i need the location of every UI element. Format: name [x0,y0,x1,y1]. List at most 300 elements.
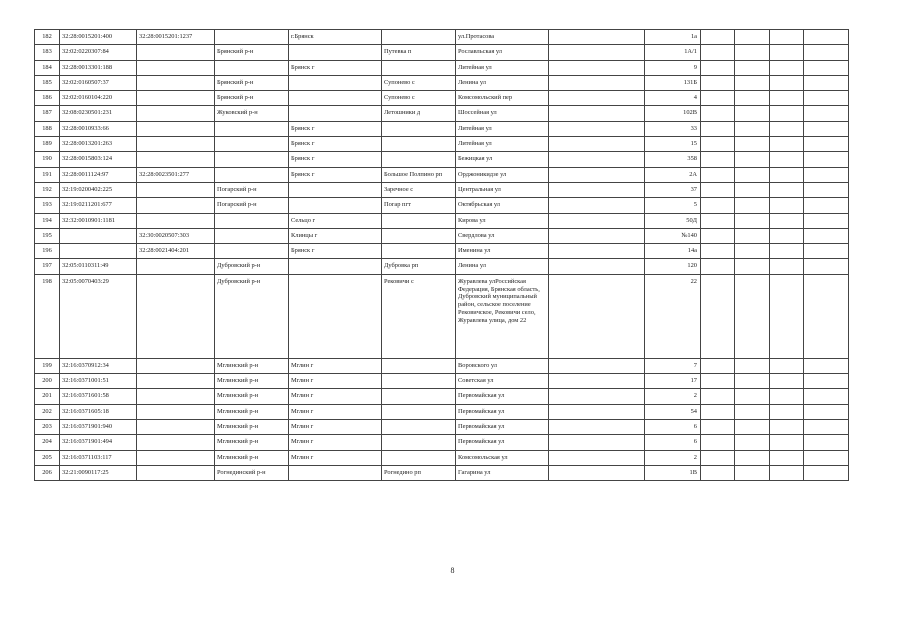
empty-cell [549,374,645,389]
empty-cell [549,228,645,243]
district-cell [215,213,289,228]
cadastral-number-2: 32:28:0015201:1237 [137,30,215,45]
row-number: 192 [35,182,60,197]
empty-cell [735,182,770,197]
district-cell [215,121,289,136]
street-cell: Свердлова ул [456,228,549,243]
cadastral-number-2 [137,198,215,213]
house-number-cell: 22 [645,274,701,358]
empty-cell [770,137,804,152]
district-cell: Мглинский р-н [215,419,289,434]
table-row [35,152,849,167]
empty-cell [701,228,735,243]
city-cell [289,274,382,358]
table-body [35,30,849,481]
street-cell: Бежицкая ул [456,152,549,167]
row-number: 187 [35,106,60,121]
row-number: 202 [35,404,60,419]
property-register-table [34,29,849,481]
empty-cell [701,30,735,45]
empty-cell [735,274,770,358]
table-row [35,30,849,45]
settlement-cell [382,228,456,243]
empty-cell [701,404,735,419]
city-cell: г.Брянск [289,30,382,45]
empty-cell [804,121,849,136]
district-cell [215,228,289,243]
cadastral-number-2 [137,60,215,75]
empty-cell [804,259,849,274]
district-cell: Мглинский р-н [215,450,289,465]
district-cell: Брянский р-н [215,75,289,90]
empty-cell [804,374,849,389]
empty-cell [549,106,645,121]
settlement-cell: Путевка п [382,45,456,60]
empty-cell [770,91,804,106]
cadastral-number: 32:02:0160507:37 [60,75,137,90]
row-number: 204 [35,435,60,450]
cadastral-number [60,228,137,243]
district-cell: Рогнединский р-н [215,465,289,480]
table-row [35,404,849,419]
street-cell: Литейная ул [456,60,549,75]
empty-cell [735,450,770,465]
street-cell: Именина ул [456,244,549,259]
settlement-cell: Супонево с [382,91,456,106]
cadastral-number: 32:05:0110311:49 [60,259,137,274]
empty-cell [770,45,804,60]
page-number: 8 [450,566,455,575]
district-cell [215,30,289,45]
city-cell: Мглин г [289,404,382,419]
district-cell: Мглинский р-н [215,358,289,373]
cadastral-number-2 [137,75,215,90]
house-number-cell: 131Б [645,75,701,90]
table-row [35,60,849,75]
cadastral-number-2 [137,404,215,419]
cadastral-number: 32:19:0211201:677 [60,198,137,213]
empty-cell [735,152,770,167]
empty-cell [701,450,735,465]
empty-cell [735,465,770,480]
city-cell [289,465,382,480]
empty-cell [701,419,735,434]
street-cell: Октябрьская ул [456,198,549,213]
city-cell [289,198,382,213]
empty-cell [701,45,735,60]
empty-cell [701,167,735,182]
street-cell: ул.Протасова [456,30,549,45]
settlement-cell: Большое Полпино рп [382,167,456,182]
empty-cell [549,404,645,419]
row-number: 193 [35,198,60,213]
table-row [35,198,849,213]
table-row [35,389,849,404]
district-cell [215,167,289,182]
house-number-cell: 7 [645,358,701,373]
city-cell: Мглин г [289,358,382,373]
empty-cell [549,419,645,434]
district-cell [215,244,289,259]
house-number-cell: 2 [645,450,701,465]
cadastral-number: 32:16:0371901:940 [60,419,137,434]
cadastral-number-2 [137,106,215,121]
empty-cell [770,75,804,90]
empty-cell [549,91,645,106]
street-cell: Центральная ул [456,182,549,197]
settlement-cell: Рогнедино рп [382,465,456,480]
table-row [35,45,849,60]
settlement-cell [382,137,456,152]
city-cell: Мглин г [289,435,382,450]
district-cell: Мглинский р-н [215,389,289,404]
settlement-cell [382,213,456,228]
city-cell: Мглин г [289,450,382,465]
cadastral-number: 32:02:0160104:220 [60,91,137,106]
empty-cell [701,435,735,450]
empty-cell [804,91,849,106]
empty-cell [549,60,645,75]
table-row [35,167,849,182]
empty-cell [735,121,770,136]
empty-cell [804,167,849,182]
house-number-cell: 4 [645,91,701,106]
empty-cell [770,358,804,373]
table-row [35,228,849,243]
empty-cell [549,358,645,373]
row-number: 194 [35,213,60,228]
empty-cell [770,182,804,197]
empty-cell [804,106,849,121]
city-cell: Брянск г [289,244,382,259]
cadastral-number: 32:16:0371901:494 [60,435,137,450]
table-row [35,106,849,121]
empty-cell [735,259,770,274]
street-cell: Воровского ул [456,358,549,373]
empty-cell [770,419,804,434]
empty-cell [804,60,849,75]
empty-cell [804,152,849,167]
city-cell [289,106,382,121]
street-cell: Первомайская ул [456,435,549,450]
empty-cell [701,465,735,480]
settlement-cell [382,60,456,75]
empty-cell [804,274,849,358]
settlement-cell: Заречное с [382,182,456,197]
settlement-cell: Рековичи с [382,274,456,358]
cadastral-number-2: 32:28:0021404:201 [137,244,215,259]
row-number: 198 [35,274,60,358]
row-number: 196 [35,244,60,259]
empty-cell [549,121,645,136]
house-number-cell: 15 [645,137,701,152]
cadastral-number-2 [137,182,215,197]
settlement-cell [382,419,456,434]
house-number-cell: 1А/1 [645,45,701,60]
empty-cell [701,121,735,136]
table-row [35,419,849,434]
empty-cell [549,259,645,274]
empty-cell [804,450,849,465]
table-row [35,435,849,450]
empty-cell [804,198,849,213]
house-number-cell: 33 [645,121,701,136]
city-cell [289,45,382,60]
empty-cell [735,389,770,404]
cadastral-number-2 [137,45,215,60]
empty-cell [770,121,804,136]
house-number-cell: 6 [645,435,701,450]
empty-cell [701,106,735,121]
cadastral-number-2 [137,465,215,480]
settlement-cell: Летошники д [382,106,456,121]
empty-cell [549,198,645,213]
house-number-cell: 2А [645,167,701,182]
empty-cell [549,182,645,197]
house-number-cell: 358 [645,152,701,167]
empty-cell [804,465,849,480]
house-number-cell: 50Д [645,213,701,228]
row-number: 201 [35,389,60,404]
empty-cell [701,198,735,213]
empty-cell [804,228,849,243]
empty-cell [701,75,735,90]
cadastral-number: 32:16:0371103:117 [60,450,137,465]
table-row [35,182,849,197]
district-cell: Брянский р-н [215,91,289,106]
empty-cell [735,435,770,450]
table-row [35,213,849,228]
empty-cell [770,374,804,389]
district-cell: Брянский р-н [215,45,289,60]
cadastral-number: 32:32:0010901:1181 [60,213,137,228]
empty-cell [735,91,770,106]
empty-cell [770,435,804,450]
empty-cell [735,137,770,152]
cadastral-number-2 [137,450,215,465]
settlement-cell: Дубровка рп [382,259,456,274]
empty-cell [770,167,804,182]
house-number-cell: 102В [645,106,701,121]
empty-cell [770,152,804,167]
empty-cell [770,465,804,480]
cadastral-number-2 [137,374,215,389]
empty-cell [804,75,849,90]
street-cell: Кирова ул [456,213,549,228]
city-cell: Мглин г [289,374,382,389]
empty-cell [701,358,735,373]
street-cell: Шоссейная ул [456,106,549,121]
settlement-cell [382,450,456,465]
empty-cell [701,182,735,197]
cadastral-number: 32:19:0200402:225 [60,182,137,197]
empty-cell [701,60,735,75]
empty-cell [549,274,645,358]
empty-cell [735,60,770,75]
cadastral-number: 32:05:0070403:29 [60,274,137,358]
empty-cell [549,213,645,228]
empty-cell [549,45,645,60]
cadastral-number-2 [137,274,215,358]
empty-cell [804,435,849,450]
row-number: 182 [35,30,60,45]
empty-cell [770,259,804,274]
empty-cell [770,450,804,465]
city-cell: Брянск г [289,167,382,182]
cadastral-number-2 [137,358,215,373]
cadastral-number-2: 32:28:0023501:277 [137,167,215,182]
empty-cell [770,228,804,243]
empty-cell [549,389,645,404]
row-number: 200 [35,374,60,389]
district-cell [215,152,289,167]
row-number: 183 [35,45,60,60]
empty-cell [549,465,645,480]
district-cell [215,60,289,75]
empty-cell [804,213,849,228]
empty-cell [701,374,735,389]
empty-cell [804,30,849,45]
cadastral-number: 32:16:0371601:58 [60,389,137,404]
row-number: 190 [35,152,60,167]
street-cell: Первомайская ул [456,419,549,434]
street-cell: Литейная ул [456,137,549,152]
cadastral-number: 32:02:0220307:84 [60,45,137,60]
empty-cell [701,137,735,152]
house-number-cell: 17 [645,374,701,389]
house-number-cell: 5 [645,198,701,213]
cadastral-number-2 [137,91,215,106]
city-cell: Мглин г [289,389,382,404]
table-row [35,465,849,480]
cadastral-number: 32:28:0015803:124 [60,152,137,167]
cadastral-number-2 [137,435,215,450]
cadastral-number: 32:16:0370912:34 [60,358,137,373]
empty-cell [735,30,770,45]
street-cell: Рославльская ул [456,45,549,60]
street-cell: Гагарина ул [456,465,549,480]
row-number: 186 [35,91,60,106]
row-number: 189 [35,137,60,152]
row-number: 195 [35,228,60,243]
empty-cell [549,75,645,90]
cadastral-number-2 [137,121,215,136]
table-row [35,358,849,373]
cadastral-number-2 [137,152,215,167]
district-cell: Погарский р-н [215,198,289,213]
empty-cell [770,30,804,45]
street-cell: Первомайская ул [456,389,549,404]
cadastral-number-2: 32:30:0020507:303 [137,228,215,243]
cadastral-number: 32:16:0371605:18 [60,404,137,419]
empty-cell [735,213,770,228]
empty-cell [701,244,735,259]
empty-cell [735,45,770,60]
row-number: 191 [35,167,60,182]
empty-cell [804,389,849,404]
city-cell: Сельцо г [289,213,382,228]
city-cell: Брянск г [289,121,382,136]
empty-cell [735,419,770,434]
row-number: 206 [35,465,60,480]
empty-cell [804,358,849,373]
empty-cell [549,450,645,465]
house-number-cell: 6 [645,419,701,434]
settlement-cell [382,152,456,167]
empty-cell [701,213,735,228]
district-cell: Дубровский р-н [215,259,289,274]
empty-cell [701,91,735,106]
city-cell [289,182,382,197]
city-cell: Брянск г [289,137,382,152]
row-number: 197 [35,259,60,274]
street-cell: Литейная ул [456,121,549,136]
settlement-cell [382,404,456,419]
empty-cell [770,404,804,419]
empty-cell [701,274,735,358]
cadastral-number: 32:21:0090117:25 [60,465,137,480]
street-cell: Журавлева улРоссийская Федерация, Брянская область, Дубровский муниципальный район, сельское поселение Рековичское, Рековичи село, Журавлева улица, дом 22 [456,274,549,358]
row-number: 184 [35,60,60,75]
empty-cell [735,106,770,121]
cadastral-number: 32:28:0011124:97 [60,167,137,182]
empty-cell [804,244,849,259]
empty-cell [804,45,849,60]
cadastral-number: 32:28:0013201:263 [60,137,137,152]
street-cell: Ленина ул [456,75,549,90]
street-cell: Первомайская ул [456,404,549,419]
city-cell [289,75,382,90]
empty-cell [770,213,804,228]
table-row [35,450,849,465]
empty-cell [735,374,770,389]
empty-cell [770,389,804,404]
settlement-cell [382,435,456,450]
settlement-cell [382,358,456,373]
settlement-cell [382,244,456,259]
cadastral-number: 32:28:0013301:188 [60,60,137,75]
empty-cell [735,198,770,213]
empty-cell [549,244,645,259]
row-number: 199 [35,358,60,373]
street-cell: Орджоникидзе ул [456,167,549,182]
street-cell: Комсомольский пер [456,91,549,106]
row-number: 188 [35,121,60,136]
empty-cell [804,137,849,152]
district-cell: Мглинский р-н [215,404,289,419]
settlement-cell [382,30,456,45]
empty-cell [804,404,849,419]
district-cell: Дубровский р-н [215,274,289,358]
empty-cell [701,389,735,404]
table-row [35,259,849,274]
city-cell [289,259,382,274]
row-number: 203 [35,419,60,434]
empty-cell [549,137,645,152]
cadastral-number-2 [137,259,215,274]
empty-cell [735,244,770,259]
empty-cell [549,30,645,45]
empty-cell [770,244,804,259]
house-number-cell: 120 [645,259,701,274]
cadastral-number: 32:16:0371001:51 [60,374,137,389]
empty-cell [735,167,770,182]
empty-cell [770,274,804,358]
city-cell [289,91,382,106]
city-cell: Брянск г [289,60,382,75]
district-cell: Жуковский р-н [215,106,289,121]
settlement-cell: Супонево с [382,75,456,90]
